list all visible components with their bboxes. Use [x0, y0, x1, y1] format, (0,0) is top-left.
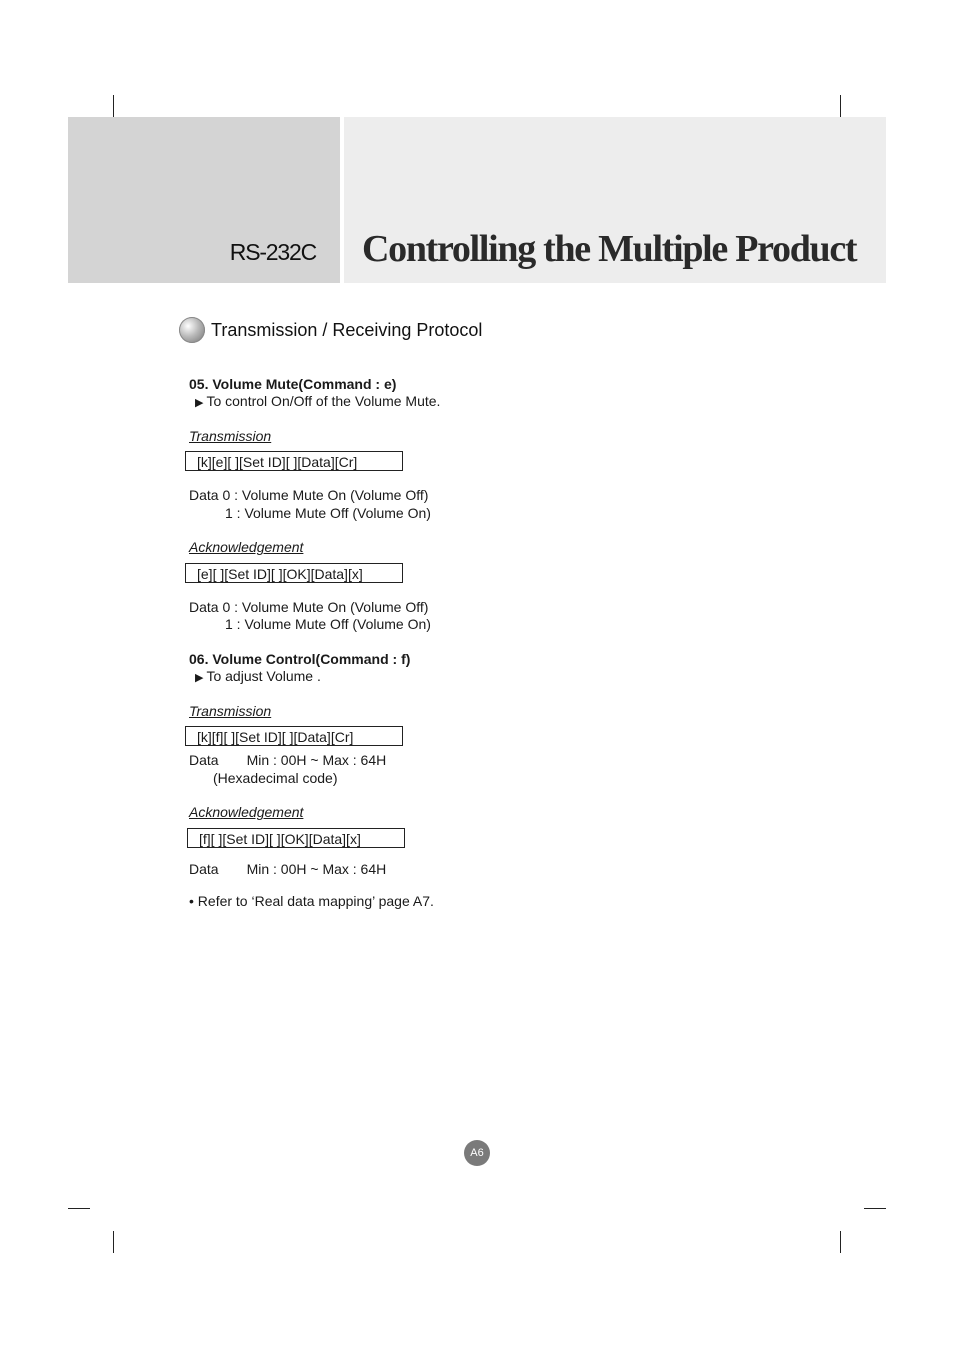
- acknowledgement-code-box: [f][ ][Set ID][ ][OK][Data][x]: [187, 828, 405, 848]
- page-title: Controlling the Multiple Product: [362, 228, 857, 270]
- data-line: Data 0 : Volume Mute On (Volume Off): [189, 599, 429, 615]
- header-left-panel: [68, 117, 340, 283]
- data-line: 1 : Volume Mute Off (Volume On): [225, 616, 431, 632]
- command-description: [195, 393, 440, 409]
- data-key: Data: [189, 861, 219, 877]
- subheading: [179, 317, 482, 343]
- command-description-text: To control On/Off of the Volume Mute.: [206, 393, 441, 409]
- page-number-badge: A6: [464, 1140, 490, 1166]
- command-description: [195, 668, 321, 684]
- data-value: Min : 00H ~ Max : 64H: [246, 752, 387, 768]
- transmission-label: Transmission: [189, 703, 272, 719]
- crop-mark: [113, 1231, 114, 1253]
- triangle-right-icon: ▶: [195, 397, 204, 409]
- command-description-text: To adjust Volume .: [206, 668, 321, 684]
- crop-mark: [68, 1208, 90, 1209]
- crop-mark: [113, 95, 114, 117]
- section-label: RS-232C: [229, 239, 316, 265]
- header-right-panel: [344, 117, 886, 283]
- command-title: 06. Volume Control(Command : f): [189, 651, 411, 667]
- data-note: (Hexadecimal code): [213, 770, 338, 786]
- transmission-label: Transmission: [189, 428, 272, 444]
- sphere-bullet-icon: [179, 317, 205, 343]
- transmission-code-box: [k][f][ ][Set ID][ ][Data][Cr]: [185, 726, 403, 746]
- footnote: • Refer to ‘Real data mapping’ page A7.: [189, 893, 434, 909]
- acknowledgement-label: Acknowledgement: [189, 539, 304, 555]
- crop-mark: [864, 1208, 886, 1209]
- data-line: [189, 752, 386, 768]
- data-line: [189, 861, 386, 877]
- acknowledgement-code-box: [e][ ][Set ID][ ][OK][Data][x]: [185, 563, 403, 583]
- data-line: 1 : Volume Mute Off (Volume On): [225, 505, 431, 521]
- subheading-text: Transmission / Receiving Protocol: [211, 319, 483, 340]
- acknowledgement-label: Acknowledgement: [189, 804, 304, 820]
- data-line: Data 0 : Volume Mute On (Volume Off): [189, 487, 429, 503]
- triangle-right-icon: ▶: [195, 672, 204, 684]
- data-value: Min : 00H ~ Max : 64H: [246, 861, 387, 877]
- transmission-code-box: [k][e][ ][Set ID][ ][Data][Cr]: [185, 451, 403, 471]
- command-title: 05. Volume Mute(Command : e): [189, 376, 397, 392]
- crop-mark: [840, 95, 841, 117]
- crop-mark: [840, 1231, 841, 1253]
- data-key: Data: [189, 752, 219, 768]
